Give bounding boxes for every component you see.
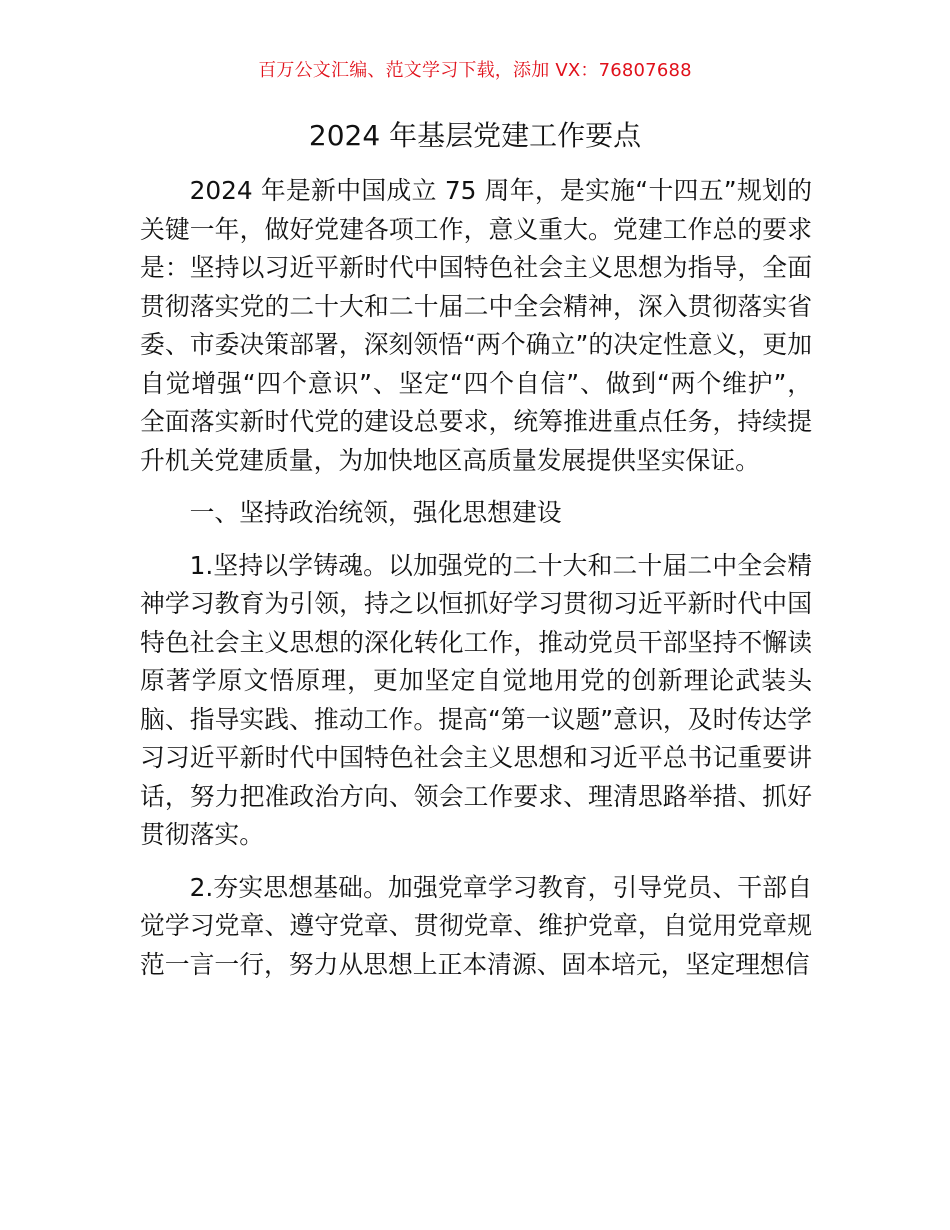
item-paragraph-2: 2.夯实思想基础。加强党章学习教育，引导党员、干部自觉学习党章、遵守党章、贯彻党章、维护党章，自觉用党章规范一言一行，努力从思想上正本清源、固本培元，坚定理想信 [140, 872, 812, 979]
watermark-banner: 百万公文汇编、范文学习下载，添加 VX：76807688 [258, 60, 692, 81]
item-paragraph-1: 1.坚持以学铸魂。以加强党的二十大和二十届二中全会精神学习教育为引领，持之以恒抓好学习贯彻习近平新时代中国特色社会主义思想的深化转化工作，推动党员干部坚持不懈读原著学原文悟原理，更加坚定自觉地用党的创新理论武装头脑、指导实践、推动工作。提高“第一议题”意识，及时传达学习习近平新时代中国特色社会主义思想和习近平总书记重要讲话，努力把准政治方向、领会工作要求、理清思路举措、抓好贯彻落实。 [140, 550, 812, 849]
document-body [140, 172, 812, 984]
document-title: 2024 年基层党建工作要点 [308, 119, 642, 152]
section-heading-1: 一、坚持政治统领，强化思想建设 [189, 498, 562, 527]
intro-paragraph: 2024 年是新中国成立 75 周年，是实施“十四五”规划的关键一年，做好党建各项工作，意义重大。党建工作总的要求是：坚持以习近平新时代中国特色社会主义思想为指导，全面贯彻落实党的二十大和二十届二中全会精神，深入贯彻落实省委、市委决策部署，深刻领悟“两个确立”的决定性意义，更加自觉增强“四个意识”、坚定“四个自信”、做到“两个维护”，全面落实新时代党的建设总要求，统筹推进重点任务，持续提升机关党建质量，为加快地区高质量发展提供坚实保证。 [140, 176, 812, 475]
